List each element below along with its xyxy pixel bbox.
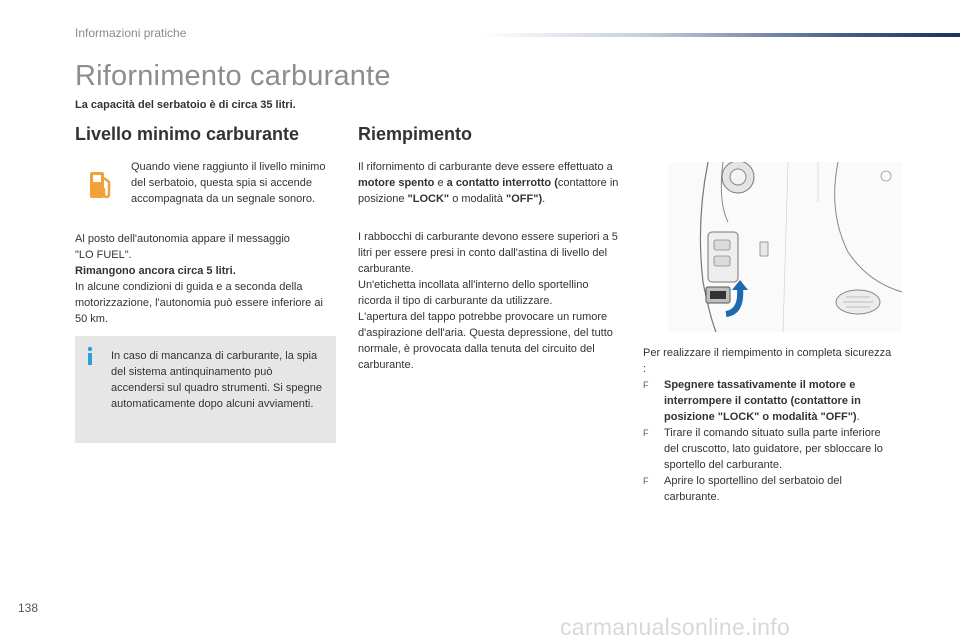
- refill-paragraph: [358, 229, 623, 373]
- heading-livello-minimo: Livello minimo carburante: [75, 124, 300, 144]
- page-number: 138: [18, 601, 39, 615]
- intro-text: La capacità del serbatoio è di circa 35 litri.: [75, 99, 296, 111]
- step-1-text: Spegnere tassativamente il motore e interrompere il contatto (contattore in posizione "LOCK" o modalità "OFF"): [664, 379, 861, 423]
- step-3: [643, 473, 893, 505]
- fuel-pump-icon: [88, 170, 114, 200]
- fuel-door-release-illustration: [668, 162, 902, 332]
- step-3-text: Aprire lo sportellino del serbatoio del carburante.: [664, 475, 842, 503]
- refill-min-litres: I rabbocchi di carburante devono essere superiori a 5 litri per essere presi in conto dall'astina di livello del carburante.: [358, 231, 618, 275]
- bullet-icon: F: [643, 428, 649, 438]
- refuel-off: "OFF"): [506, 193, 543, 205]
- bullet-icon: F: [643, 476, 649, 486]
- refuel-engine-off: motore spento: [358, 177, 435, 189]
- lo-fuel-message: "LO FUEL".: [75, 249, 132, 261]
- section-header: Informazioni pratiche: [75, 26, 187, 40]
- safety-intro: Per realizzare il riempimento in completa sicurezza :: [643, 347, 892, 375]
- autonomy-paragraph: [75, 231, 335, 327]
- step-1: [643, 377, 893, 425]
- refuel-text-2: e: [434, 177, 447, 189]
- refuel-text-1: Il rifornimento di carburante deve essere effettuato a: [358, 161, 613, 173]
- refuel-lock: "LOCK": [407, 193, 450, 205]
- watermark: carmanualsonline.info: [560, 614, 791, 640]
- bullet-icon: F: [643, 380, 649, 390]
- step-2: [643, 425, 893, 473]
- refuel-paragraph: [358, 159, 623, 207]
- step-1-end: .: [856, 411, 860, 423]
- autonomy-line1: Al posto dell'autonomia appare il messaggio: [75, 233, 290, 245]
- refuel-text-5: .: [542, 193, 546, 205]
- fuel-label-info: Un'etichetta incollata all'interno dello sportellino ricorda il tipo di carburante da utilizzare.: [358, 279, 589, 307]
- info-icon: [85, 346, 95, 366]
- warning-text: Quando viene raggiunto il livello minimo del serbatoio, questa spia si accende accompagnata da un segnale sonoro.: [131, 161, 326, 205]
- refuel-text-4: o modalità: [449, 193, 507, 205]
- header-bar: [480, 33, 960, 37]
- page-title: Rifornimento carburante: [75, 60, 391, 92]
- refuel-ignition-off: a contatto interrotto (: [446, 177, 558, 189]
- refuel-text-3: contattore in posizione: [358, 177, 619, 205]
- remaining-litres: Rimangono ancora circa 5 litri.: [75, 265, 236, 277]
- heading-riempimento: Riempimento: [358, 124, 473, 144]
- info-text: In caso di mancanza di carburante, la spia del sistema antinquinamento può accendersi sul quadro strumenti. Si spegne automaticamente dopo alcuni avviamenti.: [111, 350, 322, 410]
- step-2-text: Tirare il comando situato sulla parte inferiore del cruscotto, lato guidatore, per sbloccare lo sportello del carburante.: [664, 427, 883, 471]
- autonomy-conditions: In alcune condizioni di guida e a seconda della motorizzazione, l'autonomia può essere inferiore ai 50 km.: [75, 281, 323, 325]
- cap-noise-info: L'apertura del tappo potrebbe provocare un rumore d'aspirazione dell'aria. Questa depressione, del tutto normale, è provocata dalla tenuta del circuito del carburante.: [358, 311, 613, 371]
